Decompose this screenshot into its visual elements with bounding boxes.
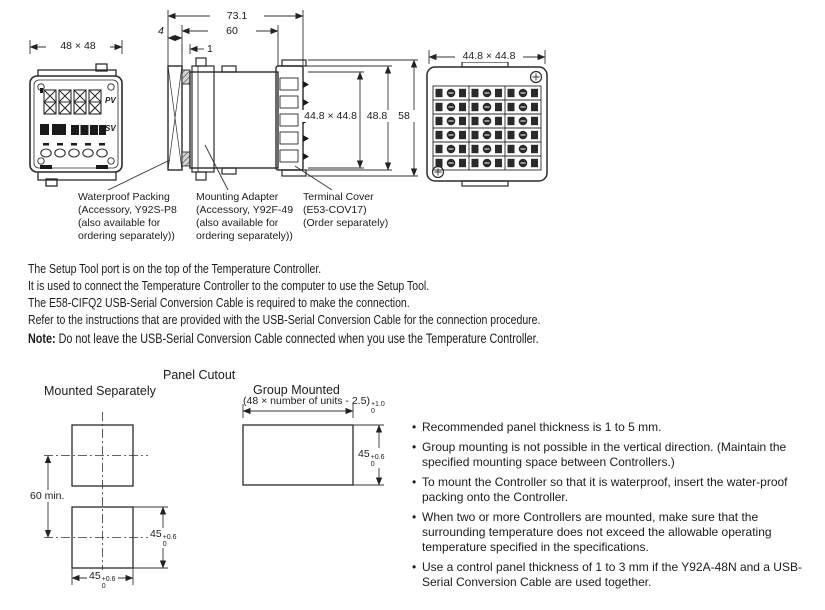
dim-sup: +0.6 [162,534,177,541]
callout-line: (E53-COV17) [303,204,367,216]
dim-sub: 0 [370,461,375,468]
bullet-icon: • [412,560,417,574]
side-packing-dim: 1 [207,43,213,55]
callout-line: (also available for [196,217,279,229]
note-text: Use a control panel thickness of 1 to 3 mm if the Y92A-48N and a USB-Serial Conversion Cable are used together. [422,560,802,589]
sv-label: SV [105,124,116,133]
dim-base: 45 [358,448,370,460]
bullet-icon: • [412,420,417,434]
note-item [412,420,824,435]
setup-text-line3: The E58-CIFQ2 USB-Serial Conversion Cable is required to make the connection. [28,296,410,310]
callout-line: Mounting Adapter [196,191,279,203]
side-depth-total-dim: 73.1 [210,10,264,22]
dim-base: 45 [150,528,162,540]
rear-view-drawing [427,50,547,186]
callout-line: (Accessory, Y92S-P8 [78,204,177,216]
front-width-dim: 48 × 48 [46,40,110,52]
spacing-dim: 60 min. [30,490,65,502]
bullet-icon: • [412,440,417,454]
callout-line: (Order separately) [303,217,389,229]
dim-base: 45 [89,570,101,582]
dim-sup: +1.0 [370,401,385,408]
dim-sub: 0 [162,541,167,548]
setup-text-line2: It is used to connect the Temperature Controller to the computer to use the Setup Tool. [28,279,430,293]
dim-sup: +0.6 [370,454,385,461]
note-text: When two or more Controllers are mounted, make sure that the surrounding temperature does not exceed the allowable operating temperature specified in the specifications. [422,510,772,554]
setup-note [28,331,539,346]
setup-text-line1: The Setup Tool port is on the top of the Temperature Controller. [28,262,322,276]
note-item [412,440,824,470]
rear-square-dim: 44.8 × 44.8 [455,50,523,62]
side-bezel-depth-dim: 4 [158,25,164,37]
callout-line: (also available for [78,217,161,229]
side-adapter-dim: 48.8 [362,110,392,122]
callout-terminal-cover [303,191,388,230]
panel-cutout-title: Panel Cutout [163,368,236,382]
note-item [412,560,824,590]
side-depth-body-dim: 60 [208,25,256,37]
setup-text-line4: Refer to the instructions that are provided with the USB-Serial Conversion Cable for the connection procedure. [28,313,541,327]
group-height-dim [356,448,387,468]
mounting-notes-list [412,420,824,595]
bullet-icon: • [412,510,417,524]
group-width-dim [243,395,385,415]
note-text: To mount the Controller so that it is waterproof, insert the water-proof packing onto the Controller. [422,475,788,504]
note-text: Recommended panel thickness is 1 to 5 mm. [422,420,662,434]
callout-line: (Accessory, Y92F-49 [196,204,294,216]
dim-sub: 0 [370,408,375,415]
group-mounted-label: Group Mounted [253,383,340,397]
callout-line: Waterproof Packing [78,191,170,203]
dim-sup: +0.6 [101,576,116,583]
side-view-drawing [168,10,418,180]
callout-line: ordering separately)) [196,230,293,242]
note-item [412,475,824,505]
separate-height-dim [148,528,179,548]
note-label: Note: [28,331,56,346]
callout-waterproof-packing [78,191,177,243]
callout-mounting-adapter [196,191,293,243]
callout-line: Terminal Cover [303,191,374,203]
separate-width-dim [87,570,118,590]
side-body-square-dim: 44.8 × 44.8 [301,110,359,122]
front-view-drawing [30,40,122,186]
callout-line: ordering separately)) [78,230,175,242]
note-text: Do not leave the USB-Serial Conversion Cable connected when you use the Temperature Controller. [55,331,539,346]
dim-sub: 0 [101,583,106,590]
terminal-grid [433,86,541,170]
mounted-separately-label: Mounted Separately [44,384,156,398]
bullet-icon: • [412,475,417,489]
dim-base: (48 × number of units - 2.5) [243,395,370,407]
pv-label: PV [105,96,116,105]
note-text: Group mounting is not possible in the vertical direction. (Maintain the specified mounting space between Controllers.) [422,440,787,469]
cutout-group-drawing [243,404,384,485]
note-item [412,510,824,555]
side-cover-dim: 58 [392,110,416,122]
